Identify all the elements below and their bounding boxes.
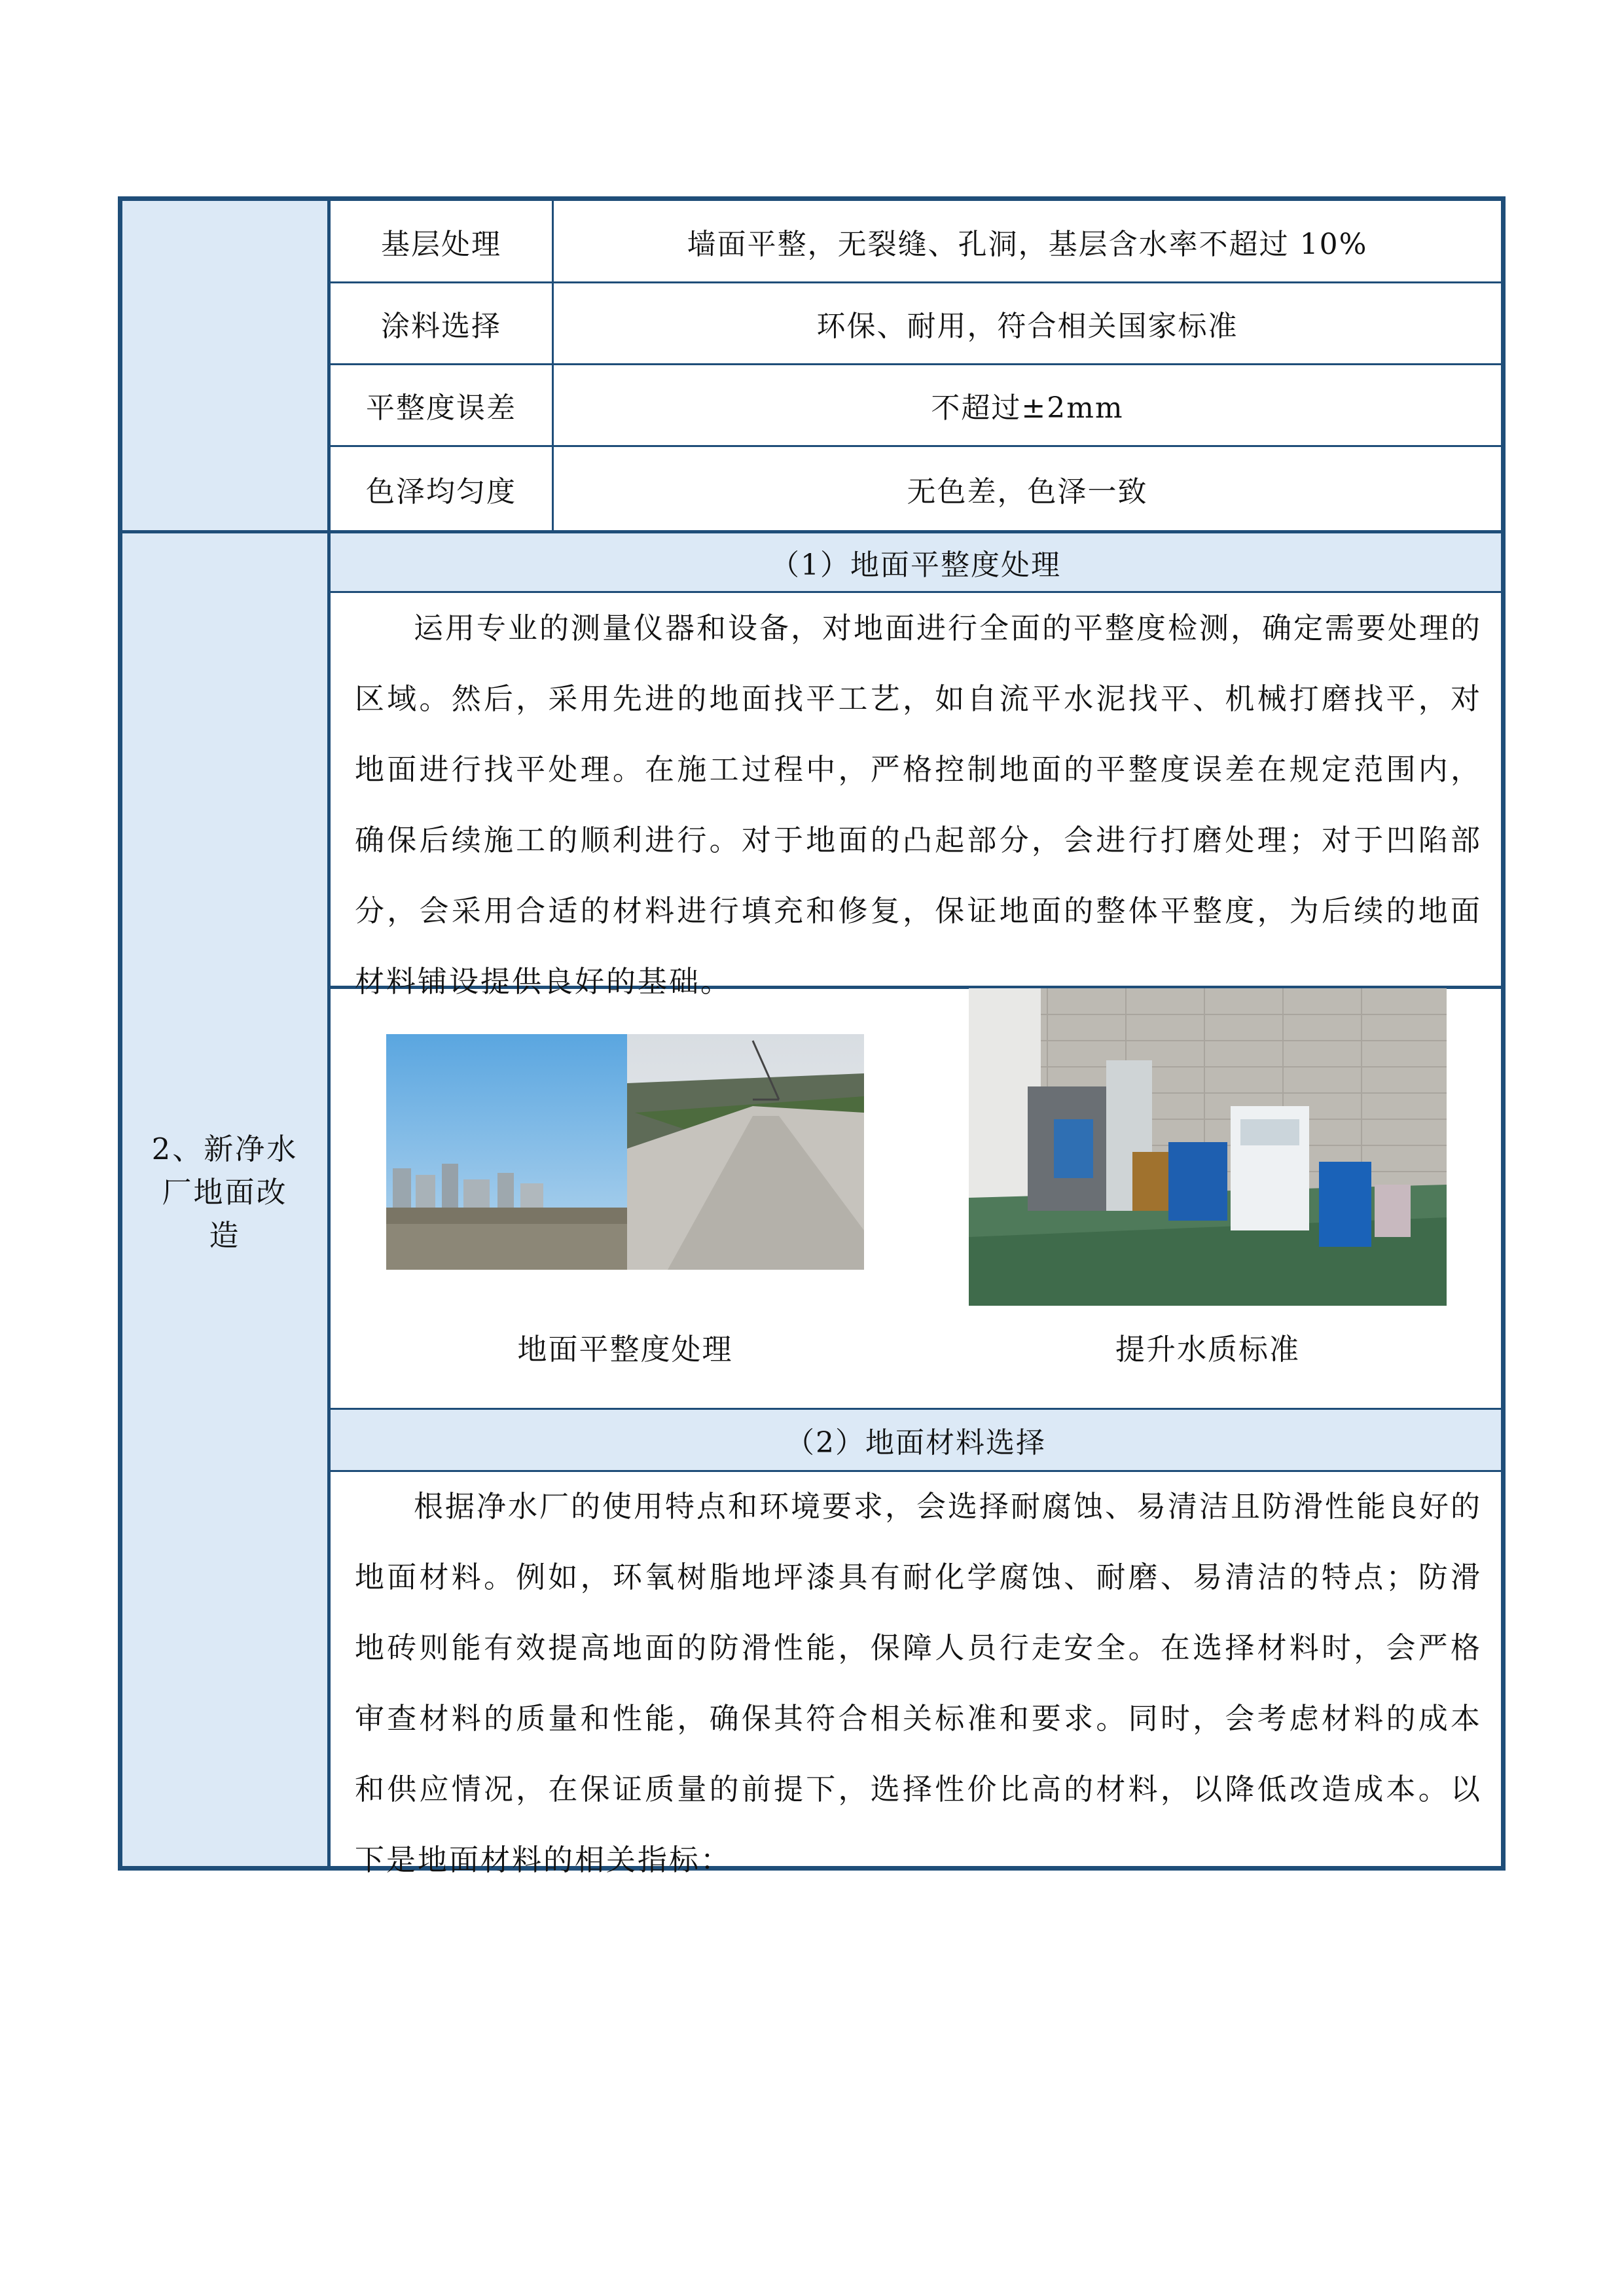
part2-paragraph: 根据净水厂的使用特点和环境要求，会选择耐腐蚀、易清洁且防滑性能良好的地面材料。例如，环氧树脂地坪漆具有耐化学腐蚀、耐磨、易清洁的特点；防滑地砖则能有效提高地面的防滑性能，保障人员行走安全。在选择材料时，会严格审查材料的质量和性能，确保其符合相关标准和要求。同时，会考虑材料的成本和供应情况，在保证质量的前提下，选择性价比高的材料，以降低改造成本。以下是地面材料的相关指标：	[355, 1489, 1483, 1877]
image-caption: 地面平整度处理	[517, 1332, 733, 1367]
spec-item: 平整度误差	[366, 391, 516, 425]
image-caption: 提升水质标准	[1115, 1332, 1300, 1367]
section-label-line: 造	[209, 1218, 241, 1253]
section-label	[122, 1128, 327, 1257]
spec-requirement: 无色差，色泽一致	[907, 475, 1148, 509]
spec-requirement: 墙面平整，无裂缝、孔洞，基层含水率不超过 10%	[687, 227, 1368, 261]
section-label-line: 2、新净水	[151, 1132, 298, 1166]
spec-item: 涂料选择	[381, 310, 501, 343]
part2-title: （2）地面材料选择	[785, 1426, 1046, 1460]
spec-requirement: 环保、耐用，符合相关国家标准	[816, 310, 1238, 343]
water-treatment-photo	[969, 988, 1447, 1306]
part1-title: （1）地面平整度处理	[770, 548, 1061, 582]
section-label-line: 厂地面改	[162, 1175, 288, 1210]
spec-requirement: 不超过±2mm	[931, 391, 1124, 425]
part1-paragraph: 运用专业的测量仪器和设备，对地面进行全面的平整度检测，确定需要处理的区域。然后，采用先进的地面找平工艺，如自流平水泥找平、机械打磨找平，对地面进行找平处理。在施工过程中，严格控制地面的平整度误差在规定范围内，确保后续施工的顺利进行。对于地面的凸起部分，会进行打磨处理；对于凹陷部分，会采用合适的材料进行填充和修复，保证地面的整体平整度，为后续的地面材料铺设提供良好的基础。	[355, 611, 1483, 999]
spec-item: 色泽均匀度	[366, 475, 516, 509]
spec-item: 基层处理	[381, 227, 501, 261]
floor-leveling-photo	[386, 1034, 864, 1270]
